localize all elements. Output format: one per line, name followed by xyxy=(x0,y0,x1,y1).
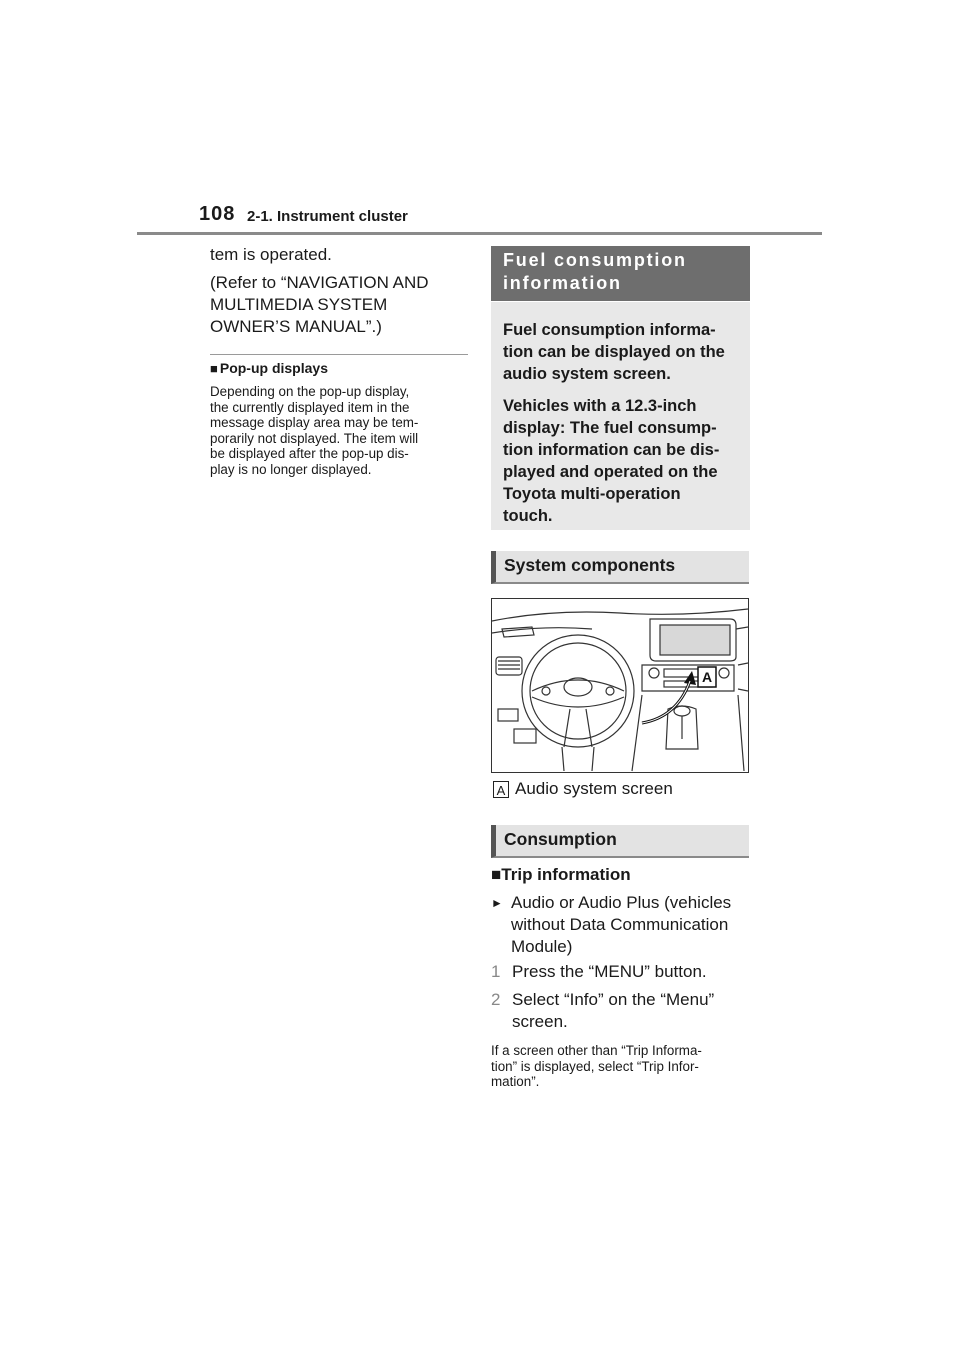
text-line: audio system screen. xyxy=(503,365,671,383)
step-2 xyxy=(491,989,753,1033)
text-line: Depending on the pop-up display, xyxy=(210,384,410,399)
body-paragraph: tem is operated. xyxy=(210,245,332,264)
step-text: Press the “MENU” button. xyxy=(512,962,707,981)
text-line: without Data Communication xyxy=(511,915,729,934)
fuel-consumption-intro xyxy=(491,302,750,530)
subsection-rule xyxy=(210,354,468,355)
text-line: message display area may be tem- xyxy=(210,415,419,430)
text-line: mation”. xyxy=(491,1074,540,1089)
dashboard-drawing xyxy=(492,599,748,772)
reference-paragraph xyxy=(210,272,468,338)
system-components-heading: System components xyxy=(491,551,749,584)
text-line: the currently displayed item in the xyxy=(210,399,410,415)
callout-description: Audio system screen xyxy=(515,779,673,798)
text-line: played and operated on the xyxy=(503,463,718,481)
text-line: Select “Info” on the “Menu” xyxy=(512,990,715,1009)
text-line: Fuel consumption informa- xyxy=(503,321,716,339)
text-line: Vehicles with a 12.3-inch xyxy=(503,397,697,415)
text-line: play is no longer displayed. xyxy=(210,461,372,477)
heading-line: Fuel consumption xyxy=(503,250,687,270)
text-line: (Refer to “NAVIGATION AND xyxy=(210,273,429,292)
text-line: tion can be displayed on the xyxy=(503,343,725,361)
text-line: Toyota multi-operation xyxy=(503,485,681,503)
page-number: 108 xyxy=(199,203,236,225)
intro-paragraph xyxy=(503,395,738,527)
text-line: Module) xyxy=(511,937,573,956)
header-rule xyxy=(137,232,822,235)
triangle-bullet-icon: ► xyxy=(491,896,503,910)
dashboard-illustration xyxy=(491,598,749,773)
trip-info-note xyxy=(491,1043,753,1090)
square-bullet-icon: ■ xyxy=(210,361,218,376)
step-number: 2 xyxy=(491,990,501,1009)
text-line: OWNER’S MANUAL”.) xyxy=(210,317,382,336)
text-line: tion information can be dis- xyxy=(503,441,720,459)
step-number: 1 xyxy=(491,962,501,981)
left-column xyxy=(210,244,468,344)
text-line: be displayed after the pop-up dis- xyxy=(210,446,409,461)
popup-title-text: Pop-up displays xyxy=(219,360,328,376)
square-bullet-icon: ■ xyxy=(491,865,502,884)
consumption-heading: Consumption xyxy=(491,825,749,858)
figure-callout-label: A xyxy=(701,669,713,685)
popup-displays-title xyxy=(210,360,328,376)
audio-bullet xyxy=(491,892,753,958)
step-1 xyxy=(491,961,753,983)
text-line: porarily not displayed. The item will xyxy=(210,430,419,446)
popup-displays-text xyxy=(210,384,470,477)
text-line: If a screen other than “Trip Informa- xyxy=(491,1043,702,1058)
text-line: screen. xyxy=(512,1012,568,1031)
section-title: 2-1. Instrument cluster xyxy=(247,208,408,225)
text-line: Audio or Audio Plus (vehicles xyxy=(511,893,732,912)
heading-line: information xyxy=(503,273,622,293)
fuel-consumption-heading xyxy=(491,246,750,301)
trip-title-text: Trip information xyxy=(501,865,631,884)
text-line: MULTIMEDIA SYSTEM xyxy=(210,295,388,314)
intro-paragraph xyxy=(503,319,738,385)
text-line: tion” is displayed, select “Trip Infor- xyxy=(491,1058,699,1074)
trip-information-title xyxy=(491,864,753,886)
text-line: display: The fuel consump- xyxy=(503,419,717,437)
text-line: touch. xyxy=(503,507,553,525)
callout-box-a: A xyxy=(493,781,509,798)
